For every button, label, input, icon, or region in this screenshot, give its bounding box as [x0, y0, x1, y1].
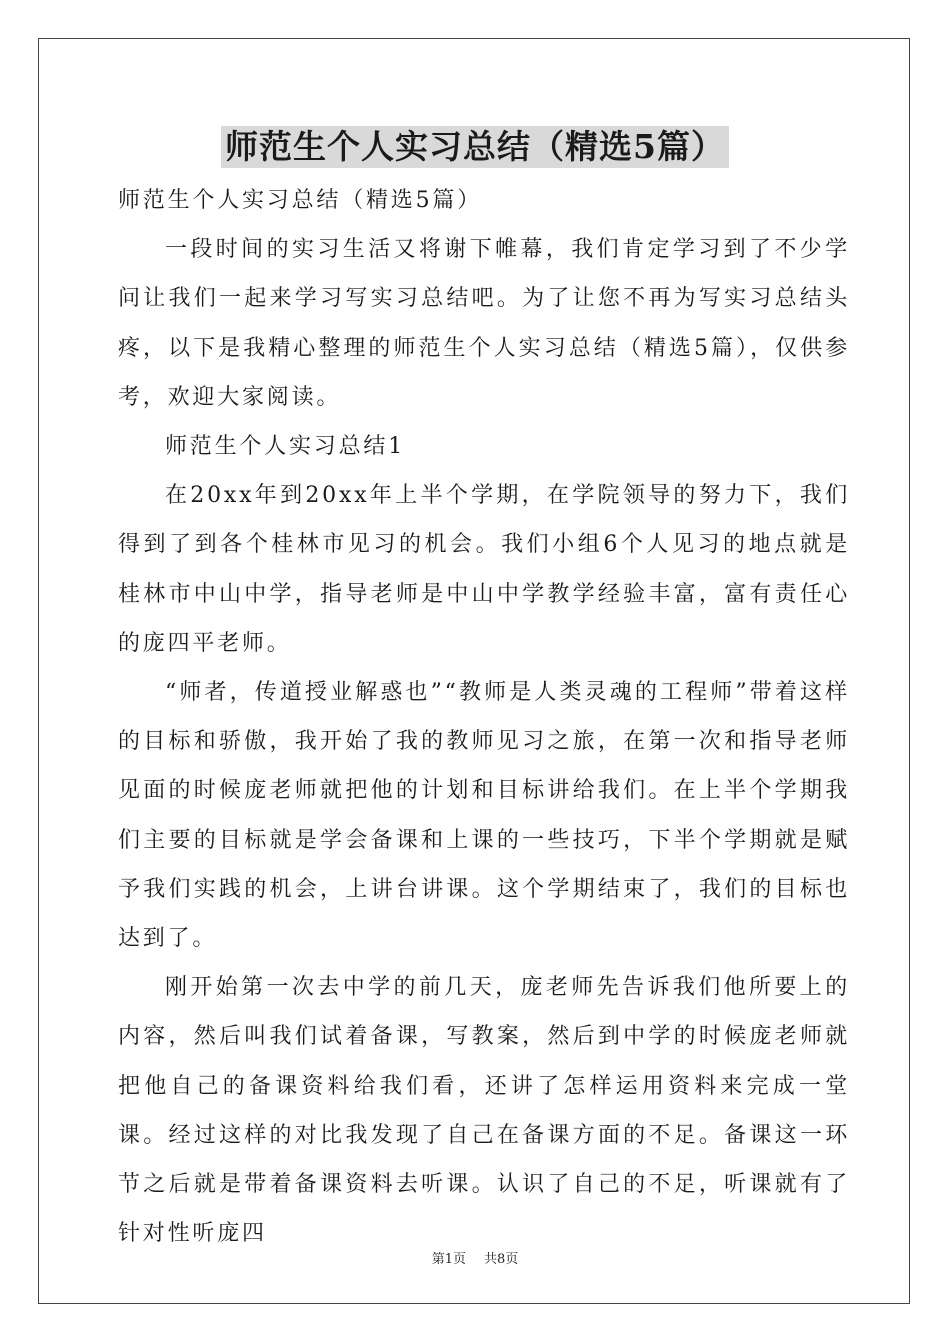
document-title: 师范生个人实习总结（精选5篇） [221, 126, 729, 168]
paragraph: 在20xx年到20xx年上半个学期，在学院领导的努力下，我们得到了到各个桂林市见习的机会。我们小组6个人见习的地点就是桂林市中山中学，指导老师是中山中学教学经验丰富，富有责任心的庞四平老师。 [118, 483, 850, 656]
page-number: 第1页 [431, 1252, 466, 1267]
page-total: 共8页 [484, 1252, 519, 1267]
paragraph: 刚开始第一次去中学的前几天，庞老师先告诉我们他所要上的内容，然后叫我们试着备课，写教案，然后到中学的时候庞老师就把他自己的备课资料给我们看，还讲了怎样运用资料来完成一堂课。经过这样的对比我发现了自己在备课方面的不足。备课这一环节之后就是带着备课资料去听课。认识了自己的不足，听课就有了针对性听庞四 [118, 975, 850, 1247]
section-heading: 师范生个人实习总结1 [165, 434, 405, 460]
page-footer [0, 1248, 950, 1267]
paragraph-intro: 一段时间的实习生活又将谢下帷幕，我们肯定学习到了不少学问让我们一起来学习写实习总结吧。为了让您不再为写实习总结头疼，以下是我精心整理的师范生个人实习总结（精选5篇），仅供参考，欢迎大家阅读。 [118, 237, 850, 410]
document-body [118, 176, 850, 1258]
paragraph: “师者，传道授业解惑也”“教师是人类灵魂的工程师”带着这样的目标和骄傲，我开始了我的教师见习之旅，在第一次和指导老师见面的时候庞老师就把他的计划和目标讲给我们。在上半个学期我们主要的目标就是学会备课和上课的一些技巧，下半个学期就是赋予我们实践的机会，上讲台讲课。这个学期结束了，我们的目标也达到了。 [118, 680, 850, 952]
document-title-wrapper [0, 126, 950, 168]
paragraph-subtitle: 师范生个人实习总结（精选5篇） [118, 188, 482, 213]
